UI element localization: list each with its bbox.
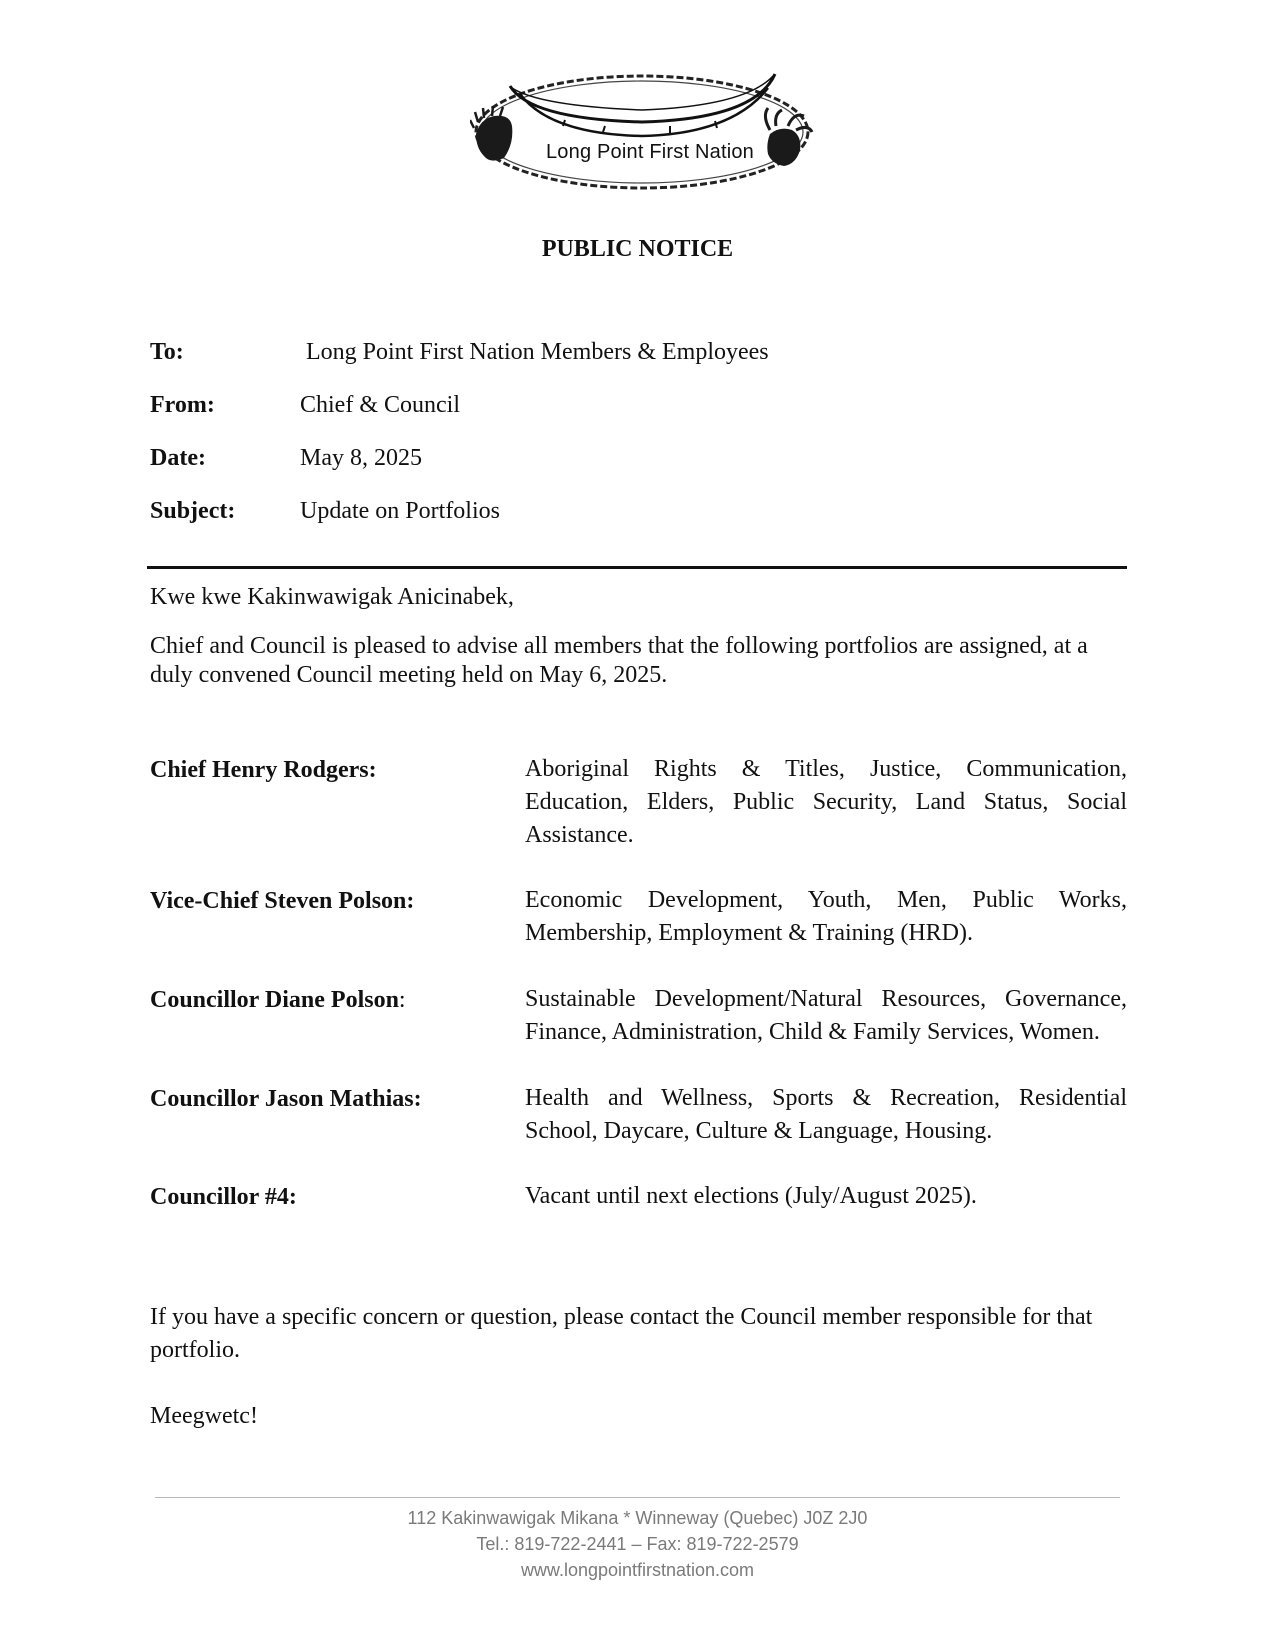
portfolio-name-text: Councillor Jason Mathias: [150, 1086, 422, 1112]
portfolio-name [150, 888, 414, 915]
date-value: May 8, 2025 [300, 445, 422, 471]
intro-paragraph: Chief and Council is pleased to advise all members that the following portfolios are assigned, at a duly convened Council meeting held on May 6, 2025. [150, 633, 1088, 688]
closing-paragraph: If you have a specific concern or question, please contact the Council member responsible for that portfolio. [150, 1304, 1093, 1363]
greeting: Kwe kwe Kakinwawigak Anicinabek, [150, 584, 514, 610]
portfolio-name [150, 757, 377, 784]
canoe-logo-icon [470, 64, 815, 199]
portfolio-name-text: Chief Henry Rodgers: [150, 757, 377, 783]
subject-value: Update on Portfolios [300, 498, 500, 524]
footer-website[interactable]: www.longpointfirstnation.com [520, 1560, 755, 1580]
date-label: Date: [150, 445, 206, 471]
notice-title: PUBLIC NOTICE [541, 236, 734, 262]
header-divider [147, 566, 1127, 569]
portfolio-name [150, 1086, 422, 1113]
from-value: Chief & Council [300, 392, 460, 418]
portfolio-name-text: Vice-Chief Steven Polson: [150, 888, 415, 914]
long-point-first-nation-logo [470, 64, 815, 199]
logo-text: Long Point First Nation [545, 141, 755, 163]
footer-address: 112 Kakinwawigak Mikana * Winneway (Quebec) J0Z 2J0 [407, 1508, 868, 1528]
portfolio-desc: Aboriginal Rights & Titles, Justice, Communication, Education, Elders, Public Security, Land Status, Social Assistance. [525, 756, 1127, 848]
to-label: To: [150, 339, 184, 365]
subject-label: Subject: [150, 498, 236, 524]
portfolio-name [150, 987, 406, 1014]
signoff: Meegwetc! [150, 1403, 258, 1429]
footer-phone: Tel.: 819-722-2441 – Fax: 819-722-2579 [476, 1534, 799, 1554]
from-label: From: [150, 392, 215, 418]
portfolio-name [150, 1184, 297, 1211]
portfolio-desc: Sustainable Development/Natural Resources, Governance, Finance, Administration, Child & Family Services, Women. [525, 986, 1127, 1045]
portfolio-desc: Health and Wellness, Sports & Recreation, Residential School, Daycare, Culture & Language, Housing. [525, 1085, 1127, 1144]
portfolio-name-text: Councillor Diane Polson [150, 987, 399, 1013]
to-value: Long Point First Nation Members & Employees [306, 339, 769, 365]
footer-divider [155, 1497, 1120, 1498]
portfolio-desc: Vacant until next elections (July/August 2025). [525, 1183, 977, 1209]
portfolio-name-suffix: : [398, 987, 406, 1013]
portfolio-desc: Economic Development, Youth, Men, Public Works, Membership, Employment & Training (HRD). [525, 887, 1127, 946]
portfolio-name-text: Councillor #4: [150, 1184, 297, 1210]
